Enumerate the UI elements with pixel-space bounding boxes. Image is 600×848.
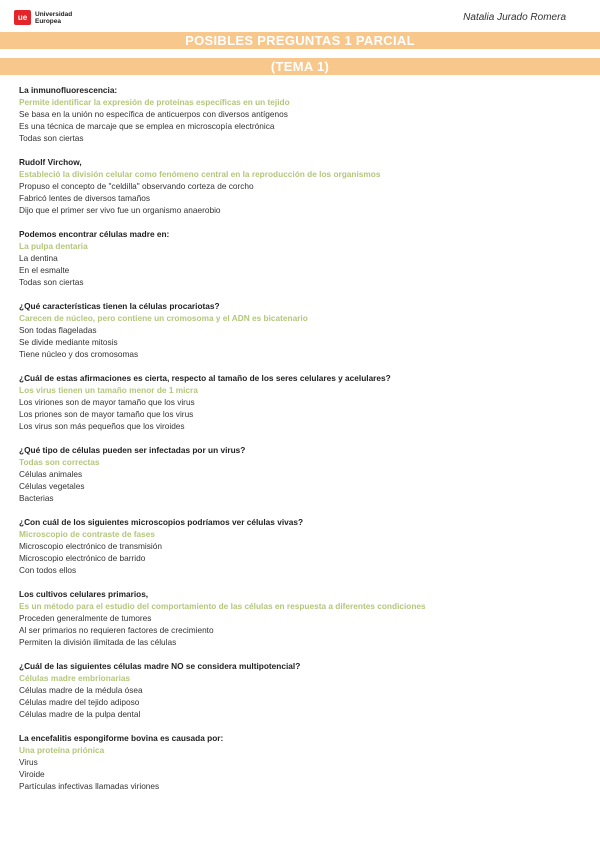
- answer-option: Es una técnica de marcaje que se emplea en microscopía electrónica: [19, 121, 275, 131]
- subtitle-banner: (TEMA 1): [0, 58, 600, 75]
- title-banner: POSIBLES PREGUNTAS 1 PARCIAL: [0, 32, 600, 49]
- answer-option: Se basa en la unión no específica de anticuerpos con diversos antígenos: [19, 109, 288, 119]
- question-block: [19, 156, 589, 216]
- question-text: ¿Qué características tienen la células procariotas?: [19, 301, 220, 311]
- answer-option: Microscopio electrónico de barrido: [19, 553, 146, 563]
- answer-option: Células madre de la médula ósea: [19, 685, 143, 695]
- correct-answer: Es un método para el estudio del comportamiento de las células en respuesta a diferentes condiciones: [19, 601, 426, 611]
- answer-option: Tiene núcleo y dos cromosomas: [19, 349, 139, 359]
- answer-option: Partículas infectivas llamadas viriones: [19, 781, 160, 791]
- author-name: Natalia Jurado Romera: [463, 12, 566, 23]
- answer-option: Con todos ellos: [19, 565, 77, 575]
- answer-option: Fabricó lentes de diversos tamaños: [19, 193, 150, 203]
- question-text: Rudolf Virchow,: [19, 157, 82, 167]
- answer-option: La dentina: [19, 253, 58, 263]
- correct-answer: Permite identificar la expresión de proteínas específicas en un tejido: [19, 97, 290, 107]
- correct-answer: Carecen de núcleo, pero contiene un cromosoma y el ADN es bicatenario: [19, 313, 308, 323]
- answer-option: Son todas flageladas: [19, 325, 97, 335]
- answer-option: Todas son ciertas: [19, 133, 84, 143]
- answer-option: En el esmalte: [19, 265, 70, 275]
- question-text: La encefalitis espongiforme bovina es causada por:: [19, 733, 224, 743]
- correct-answer: Todas son correctas: [19, 457, 100, 467]
- answer-option: Microscopio electrónico de transmisión: [19, 541, 162, 551]
- logo-text: [35, 11, 72, 25]
- correct-answer: Una proteína priónica: [19, 745, 105, 755]
- question-block: [19, 732, 589, 792]
- answer-option: Al ser primarios no requieren factores de crecimiento: [19, 625, 214, 635]
- answer-option: Los viriones son de mayor tamaño que los virus: [19, 397, 195, 407]
- answer-option: Se divide mediante mitosis: [19, 337, 118, 347]
- answer-option: Células madre de la pulpa dental: [19, 709, 141, 719]
- question-block: [19, 84, 589, 144]
- question-text: ¿Cuál de las siguientes células madre NO se considera multipotencial?: [19, 661, 301, 671]
- correct-answer: Células madre embrionarias: [19, 673, 131, 683]
- questions-list: [19, 84, 589, 804]
- question-block: [19, 228, 589, 288]
- answer-option: Células madre del tejido adiposo: [19, 697, 140, 707]
- question-text: ¿Qué tipo de células pueden ser infectadas por un virus?: [19, 445, 246, 455]
- logo-line-2: Europea: [35, 17, 62, 25]
- correct-answer: Estableció la división celular como fenómeno central en la reproducción de los organismos: [19, 169, 381, 179]
- answer-option: Proceden generalmente de tumores: [19, 613, 152, 623]
- answer-option: Viroide: [19, 769, 45, 779]
- answer-option: Dijo que el primer ser vivo fue un organismo anaerobio: [19, 205, 221, 215]
- question-text: Los cultivos celulares primarios,: [19, 589, 149, 599]
- answer-option: Propuso el concepto de "celdilla" observando corteza de corcho: [19, 181, 254, 191]
- question-text: Podemos encontrar células madre en:: [19, 229, 170, 239]
- answer-option: Los priones son de mayor tamaño que los virus: [19, 409, 194, 419]
- logo-mark-icon: ue: [14, 10, 31, 25]
- answer-option: Todas son ciertas: [19, 277, 84, 287]
- question-block: [19, 444, 589, 504]
- question-block: [19, 516, 589, 576]
- page-header: [0, 0, 600, 32]
- question-block: [19, 372, 589, 432]
- answer-option: Células animales: [19, 469, 83, 479]
- correct-answer: La pulpa dentaria: [19, 241, 88, 251]
- correct-answer: Los virus tienen un tamaño menor de 1 micra: [19, 385, 198, 395]
- question-text: ¿Cuál de estas afirmaciones es cierta, respecto al tamaño de los seres celulares y acelulares?: [19, 373, 391, 383]
- correct-answer: Microscopio de contraste de fases: [19, 529, 156, 539]
- question-text: ¿Con cuál de los siguientes microscopios podríamos ver células vivas?: [19, 517, 304, 527]
- answer-option: Los virus son más pequeños que los viroides: [19, 421, 185, 431]
- answer-option: Permiten la división ilimitada de las células: [19, 637, 177, 647]
- question-block: [19, 300, 589, 360]
- university-logo: [14, 10, 72, 25]
- question-block: [19, 660, 589, 720]
- answer-option: Virus: [19, 757, 38, 767]
- question-block: [19, 588, 589, 648]
- answer-option: Células vegetales: [19, 481, 85, 491]
- logo-line-1: Universidad: [35, 10, 73, 18]
- answer-option: Bacterias: [19, 493, 54, 503]
- question-text: La inmunofluorescencia:: [19, 85, 118, 95]
